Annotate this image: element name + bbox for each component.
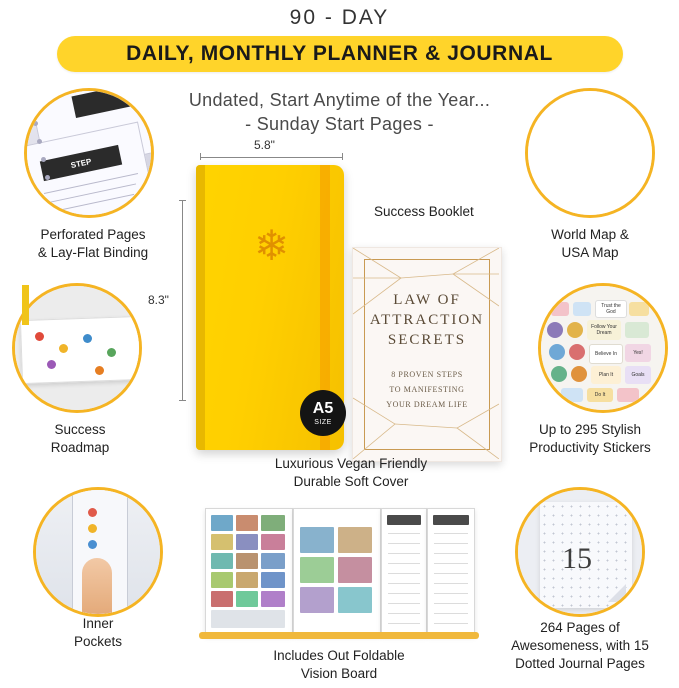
collage-tile xyxy=(211,572,233,588)
booklet-sub-line-1: 8 PROVEN STEPS xyxy=(391,370,463,379)
collage-tile xyxy=(211,534,233,550)
feature-image-stickers xyxy=(538,283,668,413)
list-rule xyxy=(434,603,468,604)
list-rule xyxy=(388,553,420,554)
caption-success-roadmap xyxy=(0,421,160,457)
page-number-label: 15 xyxy=(562,542,592,575)
sticker xyxy=(569,344,585,360)
height-dimension-cap-top xyxy=(179,200,186,201)
vision-photo xyxy=(338,557,372,583)
caption-vision-board xyxy=(198,647,480,683)
caption-line: USA Map xyxy=(561,245,619,261)
caption-line: Dotted Journal Pages xyxy=(515,656,645,672)
size-badge-main: A5 xyxy=(312,399,334,417)
feature-image-dotted-pages xyxy=(515,487,645,617)
vision-board-panel-list-right xyxy=(427,508,475,636)
collage-tile xyxy=(211,515,233,531)
roadmap-marker xyxy=(47,360,56,369)
vision-board-panel-list-left xyxy=(381,508,427,636)
list-rule xyxy=(388,573,420,574)
sticker xyxy=(573,302,591,316)
list-header xyxy=(433,515,469,525)
booklet-title-line-1: LAW OF xyxy=(393,292,461,308)
vision-photo xyxy=(338,587,372,613)
page-title-top: 90 - DAY xyxy=(289,6,390,29)
vision-board-panel-photos xyxy=(293,508,381,636)
vision-board-panel-collage xyxy=(205,508,293,636)
booklet-title-line-2: ATTRACTION xyxy=(369,312,485,328)
caption-line: Inner xyxy=(82,616,114,631)
roadmap-marker xyxy=(83,334,92,343)
feature-image-success-roadmap xyxy=(12,283,142,413)
caption-line: Awesomeness, with 15 xyxy=(511,638,649,654)
list-rule xyxy=(388,543,420,544)
planner-spine xyxy=(196,165,205,450)
list-rule xyxy=(388,613,420,614)
feature-image-world-map xyxy=(525,88,655,218)
sticker xyxy=(551,366,567,382)
caption-line: Perforated Pages xyxy=(40,227,146,242)
roadmap-marker xyxy=(107,348,116,357)
sticker: Plan It xyxy=(591,366,621,384)
feature-image-perforated-pages xyxy=(24,88,154,218)
vision-photo xyxy=(300,557,334,583)
collage-tile xyxy=(236,515,258,531)
caption-inner-pockets xyxy=(18,615,178,651)
sticker xyxy=(561,388,583,402)
sticker xyxy=(549,344,565,360)
height-dimension-label: 8.3" xyxy=(148,293,169,307)
header-banner xyxy=(57,36,623,72)
sticker: Believe In xyxy=(589,344,623,364)
list-rule xyxy=(434,543,468,544)
perforation-hole xyxy=(37,139,42,144)
vision-photo xyxy=(338,527,372,553)
planner-ribbon xyxy=(22,285,29,325)
collage-tile xyxy=(211,553,233,569)
sticker: Goals xyxy=(625,366,651,384)
subtitle-line-1: Undated, Start Anytime of the Year... xyxy=(188,90,491,110)
caption-line: 264 Pages of xyxy=(540,620,620,635)
caption-stickers xyxy=(500,421,679,457)
perforated-step-bar: STEP xyxy=(40,145,122,181)
list-rule xyxy=(388,623,420,624)
roadmap-marker xyxy=(59,344,68,353)
collage-tile xyxy=(236,572,258,588)
collage-tile xyxy=(236,591,258,607)
height-dimension-cap-bottom xyxy=(179,400,186,401)
perforation-hole xyxy=(33,121,38,126)
sticker: Yes! xyxy=(625,344,651,362)
list-rule xyxy=(434,563,468,564)
success-booklet xyxy=(352,247,502,462)
vision-photo xyxy=(300,527,334,553)
collage-tile xyxy=(261,591,285,607)
list-header xyxy=(387,515,421,525)
width-dimension-label: 5.8" xyxy=(254,138,275,152)
caption-line: Vision Board xyxy=(300,666,378,682)
booklet-sub-line-2: TO MANIFESTING xyxy=(389,385,465,394)
collage-tile xyxy=(261,553,285,569)
caption-line: Up to 295 Stylish xyxy=(538,422,642,437)
vision-board xyxy=(205,508,473,634)
collage-tile xyxy=(211,591,233,607)
width-dimension-cap-left xyxy=(200,153,201,160)
list-rule xyxy=(434,623,468,624)
booklet-geometric-pattern xyxy=(353,248,499,459)
page-fold-corner xyxy=(608,584,626,602)
caption-planner-cover xyxy=(226,455,476,491)
sticker: Trust the God xyxy=(595,300,627,318)
caption-line: & Lay-Flat Binding xyxy=(37,245,149,261)
caption-line: Luxurious Vegan Friendly xyxy=(274,456,428,471)
list-rule xyxy=(434,533,468,534)
list-rule xyxy=(434,583,468,584)
list-rule xyxy=(434,553,468,554)
width-dimension-line xyxy=(200,157,342,158)
caption-line: Durable Soft Cover xyxy=(293,474,409,490)
subtitle-line-2: - Sunday Start Pages - xyxy=(245,114,434,135)
roadmap-marker xyxy=(35,332,44,341)
caption-perforated-pages xyxy=(8,226,178,262)
collage-tile xyxy=(261,572,285,588)
perforation-hole xyxy=(45,175,50,180)
collage-tile xyxy=(261,534,285,550)
collage-tile xyxy=(236,534,258,550)
sticker: Follow Your Dream xyxy=(587,320,621,340)
header-banner-text: DAILY, MONTHLY PLANNER & JOURNAL xyxy=(126,42,553,65)
caption-dotted-pages xyxy=(490,619,670,674)
list-rule xyxy=(388,563,420,564)
list-rule xyxy=(388,533,420,534)
caption-line: World Map & xyxy=(551,227,629,242)
list-rule xyxy=(388,583,420,584)
width-dimension-cap-right xyxy=(342,153,343,160)
booklet-title-line-3: SECRETS xyxy=(387,332,467,348)
sticker xyxy=(625,322,649,338)
size-badge-sub: SIZE xyxy=(314,418,332,426)
list-rule xyxy=(388,603,420,604)
booklet-sub-line-3: YOUR DREAM LIFE xyxy=(386,400,468,409)
list-rule xyxy=(434,613,468,614)
sticker xyxy=(617,388,639,402)
sticker: Do It xyxy=(587,388,613,402)
caption-line: Roadmap xyxy=(50,440,110,456)
list-rule xyxy=(434,593,468,594)
list-rule xyxy=(434,573,468,574)
collage-tile xyxy=(236,553,258,569)
caption-line: Productivity Stickers xyxy=(529,440,651,456)
sticker xyxy=(567,322,583,338)
list-rule xyxy=(388,593,420,594)
sticker xyxy=(551,302,569,316)
flame-logo-icon: ❄ xyxy=(254,222,290,269)
caption-line: Includes Out Foldable xyxy=(273,648,405,663)
worldmap-background xyxy=(528,91,652,215)
sticker xyxy=(629,302,649,316)
collage-tile xyxy=(211,610,285,628)
height-dimension-line xyxy=(182,200,183,400)
hand-thumb xyxy=(82,558,112,617)
booklet-label: Success Booklet xyxy=(374,204,474,219)
pocket-tab xyxy=(88,524,97,533)
feature-image-inner-pockets xyxy=(33,487,163,617)
size-badge xyxy=(300,390,346,436)
caption-line: Success xyxy=(54,422,106,437)
vision-board-cover-edge xyxy=(199,632,479,639)
caption-world-map xyxy=(500,226,679,262)
vision-photo xyxy=(300,587,334,613)
pocket-tab xyxy=(88,540,97,549)
perforation-hole xyxy=(41,157,46,162)
pocket-tab xyxy=(88,508,97,517)
sticker xyxy=(571,366,587,382)
caption-line: Pockets xyxy=(73,634,123,650)
sticker xyxy=(547,322,563,338)
roadmap-poster xyxy=(20,316,142,384)
collage-tile xyxy=(261,515,285,531)
roadmap-marker xyxy=(95,366,104,375)
